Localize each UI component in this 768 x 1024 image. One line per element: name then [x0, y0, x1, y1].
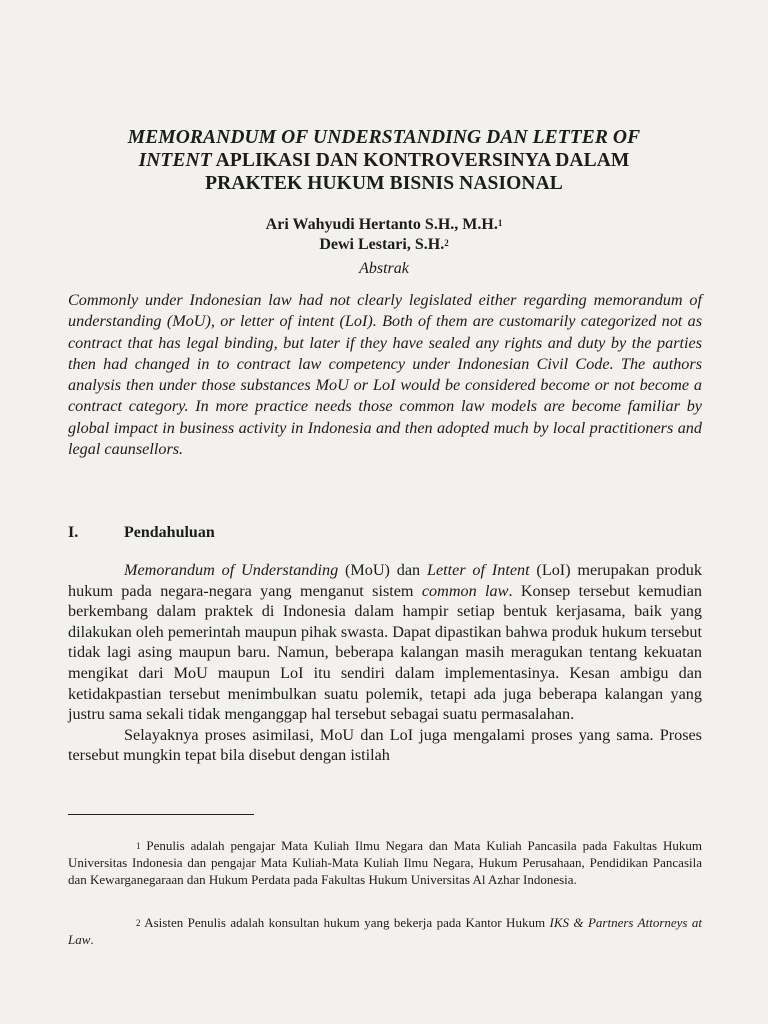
author-2	[0, 235, 768, 255]
footnote-divider	[68, 814, 254, 815]
abstract-heading: Abstrak	[359, 260, 409, 277]
paper-title	[60, 126, 708, 195]
body-paragraph-2: Selayaknya proses asimilasi, MoU dan LoI juga mengalami proses yang sama. Proses tersebut mungkin tepat bila disebut dengan istilah	[68, 725, 702, 765]
footnote-1-mark: 1	[136, 841, 141, 851]
section-heading	[68, 524, 702, 542]
body-p1-part-a: (MoU) dan	[338, 561, 427, 579]
author-1	[0, 215, 768, 235]
body-paragraph-1	[68, 560, 702, 725]
title-line-2-italic: INTENT	[138, 150, 212, 171]
title-line-2: APLIKASI DAN KONTROVERSINYA DALAM	[211, 150, 630, 171]
body-p1-part-b: (LoI) merupakan produk hukum pada negara-negara yang menganut sistem	[68, 561, 702, 600]
author-1-name: Ari Wahyudi Hertanto S.H., M.H.	[265, 216, 498, 233]
section-title: Pendahuluan	[124, 524, 215, 541]
author-list	[0, 215, 768, 255]
term-loi: Letter of Intent	[426, 561, 530, 579]
body-text	[68, 560, 702, 766]
term-common-law: common law	[421, 581, 509, 600]
title-line-1: MEMORANDUM OF UNDERSTANDING DAN LETTER OF	[127, 127, 641, 148]
footnote-1-text: Penulis adalah pengajar Mata Kuliah Ilmu Negara dan Mata Kuliah Pancasila pada Fakultas Hukum Universitas Indonesia dan pengajar Mata Kuliah-Mata Kuliah Ilmu Negara, Hukum Perusahaan, Pendidikan Pancasila dan Kewarganegaraan dan Hukum Perdata pada Fakultas Hukum Universitas Al Azhar Indonesia.	[68, 838, 702, 887]
term-mou: Memorandum of Understanding	[124, 561, 339, 579]
author-2-name: Dewi Lestari, S.H.	[319, 236, 445, 253]
footnote-2-mark: 2	[136, 918, 141, 928]
footnote-2-firm: IKS & Partners Attorneys at Law	[68, 915, 703, 947]
body-p1-part-c: . Konsep tersebut kemudian berkembang dalam praktek di Indonesia dalam hampir setiap bentuk kerjasama, baik yang dilakukan oleh pemerintah maupun pihak swasta. Dapat dipastikan bahwa produk hukum tersebut tidak lagi asing maupun baru. Namun, beberapa kalangan masih meragukan tentang kekuatan mengikat dari MoU maupun LoI itu sendiri dalam implementasinya. Kesan ambigu dan ketidakpastian tersebut menimbulkan suatu polemik, tetapi ada juga beberapa kalangan yang justru sama sekali tidak menganggap hal tersebut sebagai suatu permasalahan.	[68, 581, 703, 724]
author-2-footnote-mark: 2	[444, 238, 449, 248]
title-line-3: PRAKTEK HUKUM BISNIS NASIONAL	[205, 173, 563, 194]
author-1-footnote-mark: 1	[497, 218, 503, 228]
footnote-2	[68, 915, 702, 949]
abstract-text: Commonly under Indonesian law had not clearly legislated either regarding memorandum of understanding (MoU), or letter of intent (LoI). Both of them are customarily categorized not as contract that has legal binding, but later if they have sealed any rights and duty by the parties then had changed in to contract law competency under Indonesian Civil Code. The authors analysis then under those substances MoU or LoI would be considered become or not become a contract category. In more practice needs those common law models are become familiar by global impact in business activity in Indonesia and then adopted much by local practitioners and legal caunsellors.	[68, 291, 702, 459]
footnote-2-end: .	[90, 931, 94, 947]
footnote-1	[68, 838, 702, 888]
footnote-2-text: Asisten Penulis adalah konsultan hukum yang bekerja pada Kantor Hukum	[140, 915, 550, 930]
section-number: I.	[68, 524, 79, 541]
